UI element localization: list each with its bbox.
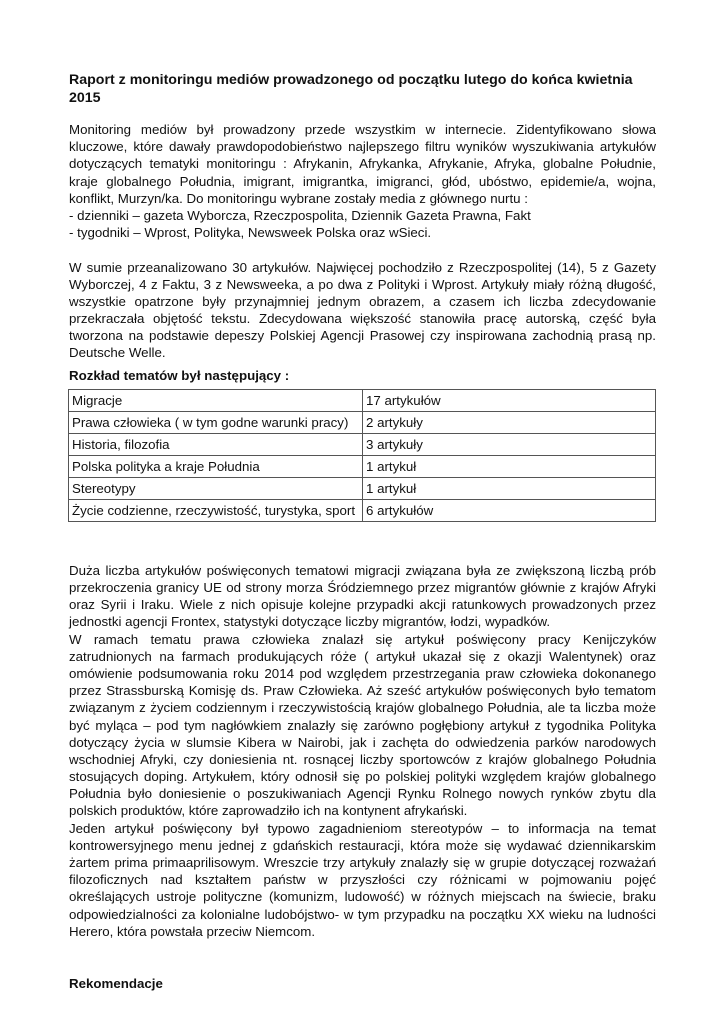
- text-line: wszystkie opatrzone były przynajmniej jednym obrazem, a czasem ich liczba zdecydowanie: [69, 293, 656, 309]
- text-line: konflikt, Murzyn/ka. Do monitoringu wybrane zostały media z głównego nurtu :: [69, 190, 528, 206]
- count-cell: 3 artykuły: [363, 433, 656, 455]
- table-row: [69, 455, 656, 477]
- text-line: dotyczący życia w slumsie Kibera w Nairobi, jak i zachęta do odwiedzenia parków narodowych: [69, 734, 656, 750]
- text-line: przez Strassburską Komisję ds. Praw Człowieka. Aż sześć artykułów poświęconych było tematom: [69, 683, 656, 699]
- text-line: jednostki agencji Frontex, statystyki dotyczące liczby migrantów, łodzi, wypadków.: [69, 614, 551, 630]
- count-cell: 17 artykułów: [363, 389, 656, 411]
- text-line: odpowiedzialności za kolonialne ludobójstwo- w tym przypadku na początku XX wieku na ludności: [69, 906, 656, 922]
- text-line: przekroczenia granicy UE od strony morza Śródziemnego przez migrantów głównie z krajów Afryki: [69, 580, 656, 596]
- text-line: Herero, która powstała przeciw Niemcom.: [69, 923, 316, 939]
- text-line: Deutsche Welle.: [69, 345, 166, 361]
- title-line: Raport z monitoringu mediów prowadzonego od początku lutego do końca kwietnia: [69, 72, 633, 88]
- text-line: kontrowersyjnego menu jednej z gdańskich restauracji, która może się wydawać dziennikarskim: [69, 837, 656, 853]
- topic-cell: Stereotypy: [69, 477, 363, 499]
- text-line: zatrudnionych na farmach produkujących róże ( artykuł ukazał się z okazji Walentynek) oraz: [69, 648, 656, 664]
- count-cell: 2 artykuły: [363, 411, 656, 433]
- table-row: [69, 499, 656, 521]
- topics-table: [68, 389, 656, 522]
- text-line: polskich produktów, które zaprowadziło ich na kontynent afrykański.: [69, 803, 468, 819]
- text-line: tworzona na podstawie depeszy Polskiej Agencji Prasowej czy inspirowana zachodnią prasą np.: [69, 328, 656, 344]
- text-line: Jeden artykuł poświęcony był typowo zagadnieniom stereotypów – to informacja na temat: [69, 820, 656, 836]
- paragraph-monitoring-scope: [69, 121, 656, 241]
- text-line: filozoficznych nad kształtem państw w przyszłości czy różnicami w pojmowaniu pojęć: [69, 872, 656, 888]
- table-heading: Rozkład tematów był następujący :: [69, 367, 290, 383]
- text-line: W sumie przeanalizowano 30 artykułów. Najwięcej pochodziło z Rzeczpospolitej (14), 5 z Gazety: [69, 259, 656, 275]
- text-line: związanym z życiem codziennym i rzeczywistością krajów globalnego Południa, ale ta liczba może: [69, 700, 656, 716]
- text-line: Monitoring mediów był prowadzony przede wszystkim w internecie. Zidentyfikowano słowa: [69, 122, 656, 137]
- text-line: określających ustroje polityczne (komunizm, ludowość) w różnych miejscach na świecie, braku: [69, 889, 656, 905]
- text-line: przekraczała objętość tekstu. Zdecydowana większość stanowiła pracę autorską, część była: [69, 311, 656, 327]
- text-line: być myląca – pod tym nagłówkiem znalazły się zarówno pogłębiony artykuł z tygodnika Polityka: [69, 717, 656, 733]
- report-title: [69, 71, 656, 107]
- text-line: wschodniej Afryki, czy doniesienia nt. rosnącej liczby sportowców z krajów globalnego Południa: [69, 751, 656, 767]
- text-line: oraz Syrii i Iraku. Wiele z nich opisuje kolejne przypadki akcji ratunkowych prowadzonych przez: [69, 597, 656, 613]
- paragraph-article-summary: [69, 259, 656, 362]
- paragraph-topic-discussion: [69, 562, 656, 940]
- topic-cell: Życie codzienne, rzeczywistość, turystyka, sport: [69, 499, 363, 521]
- text-line: kluczowe, które dawały prawdopodobieństwo najlepszego filtru wyników wyszukiwania artykułów: [69, 139, 656, 155]
- title-line: 2015: [69, 90, 101, 106]
- topic-cell: Prawa człowieka ( w tym godne warunki pracy): [69, 411, 363, 433]
- count-cell: 1 artykuł: [363, 455, 656, 477]
- table-row: [69, 477, 656, 499]
- topic-cell: Historia, filozofia: [69, 433, 363, 455]
- text-line: stosujących doping. Artykułem, który odnosił się po polskiej polityki względem krajów globalnego: [69, 769, 656, 785]
- text-line: kraje globalnego Południa, imigrant, imigrantka, imigranci, głód, ubóstwo, epidemie/a, wojna,: [69, 173, 656, 189]
- table-row: [69, 389, 656, 411]
- text-line: W ramach tematu prawa człowieka znalazł się artykuł poświęcony pracy Kenijczyków: [69, 631, 656, 647]
- count-cell: 1 artykuł: [363, 477, 656, 499]
- topic-cell: Polska polityka a kraje Południa: [69, 455, 363, 477]
- text-line: omówienie podsumowania roku 2014 pod względem przestrzegania praw człowieka dokonanego: [69, 665, 656, 681]
- topic-cell: Migracje: [69, 389, 363, 411]
- text-line: dotyczących tematyki monitoringu : Afrykanin, Afrykanka, Afrykanie, Afryka, globalne Południe,: [69, 156, 656, 172]
- text-line: Wyborczej, 4 z Faktu, 3 z Newsweeka, a po dwa z Polityki i Wprost. Artykuły miały różną długość,: [69, 276, 656, 292]
- recommendations-heading: Rekomendacje: [69, 975, 163, 991]
- document-page: [69, 71, 656, 992]
- text-line: żartem prima primaaprilisowym. Wreszcie trzy artykuły znalazły się w grupie dotyczącej rozważań: [69, 855, 656, 871]
- text-line: - dzienniki – gazeta Wyborcza, Rzeczpospolita, Dziennik Gazeta Prawna, Fakt: [69, 207, 531, 223]
- text-line: Południa było doniesienie o poszukiwaniach Agencji Rynku Rolnego nowych rynków zbytu dla: [69, 786, 656, 802]
- text-line: Duża liczba artykułów poświęconych tematowi migracji związana była ze zwiększoną liczbą prób: [69, 562, 656, 578]
- table-row: [69, 411, 656, 433]
- text-line: - tygodniki – Wprost, Polityka, Newsweek Polska oraz wSieci.: [69, 225, 432, 241]
- count-cell: 6 artykułów: [363, 499, 656, 521]
- table-row: [69, 433, 656, 455]
